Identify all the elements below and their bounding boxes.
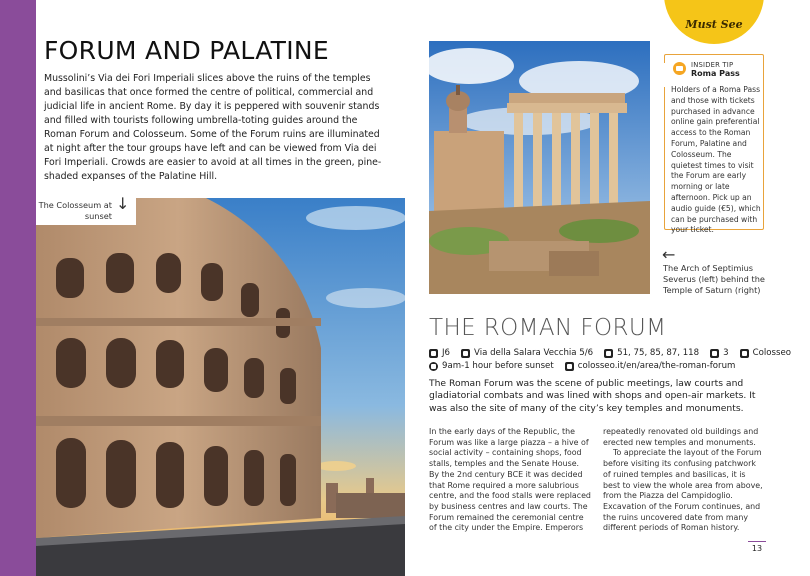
web-icon: [565, 362, 574, 371]
map-pin-icon: [429, 349, 438, 358]
bus-icon: [604, 349, 613, 358]
tip-body: Holders of a Roma Pass and those with tickets purchased in advance online gain preferential access to the Roman Forum, Palatine and Colosseum. The quietest times to visit the Forum are early morning or late afternoon. Pick up an audio guide (€5), which can be purchased with your ticket.: [671, 85, 761, 235]
address-icon: [461, 349, 470, 358]
page-number: 13: [748, 541, 766, 553]
address: Via della Salara Vecchia 5/6: [474, 348, 594, 358]
page-title: FORUM AND PALATINE: [44, 36, 330, 65]
forum-caption: The Arch of Septimius Severus (left) behind the Temple of Saturn (right): [663, 263, 765, 295]
intro-paragraph: Mussolini’s Via dei Fori Imperiali slices above the ruins of the temples and basilicas that once formed the centre of political, commercial and judicial life in ancient Rome. By day it is peppered with souvenir stands and filled with tourists following umbrella-toting guides around the Roman Forum and Colosseum. Some of the Forum ruins are illuminated at night after the tour groups have left and can be viewed from Via dei Fori Imperiali. Crowds are easier to avoid at all times in the green, pine-shaded expanses of the Palatine Hill.: [44, 73, 382, 182]
body-column-2: [603, 427, 765, 534]
arrow-down-icon: ↓: [116, 194, 130, 213]
clock-icon: [429, 362, 438, 371]
bus-routes: 51, 75, 85, 87, 118: [617, 348, 700, 358]
tram-routes: 3: [723, 348, 729, 358]
arrow-left-icon: ←: [662, 245, 676, 264]
info-line-hours: [429, 361, 735, 371]
body-column-1: [429, 427, 591, 534]
chapter-color-bar: [0, 0, 36, 576]
website[interactable]: colosseo.it/en/area/the-roman-forum: [577, 361, 736, 371]
section-lead: The Roman Forum was the scene of public meetings, law courts and gladiatorial combats and was lined with shops and open-air markets. It was also the site of many of the city’s key temples and monuments.: [429, 378, 756, 414]
colosseum-caption: The Colosseum at sunset: [36, 198, 136, 225]
metro-station: Colosseo: [752, 348, 791, 358]
section-title: THE ROMAN FORUM: [429, 315, 667, 341]
metro-icon: [740, 349, 749, 358]
roman-forum-photo: [429, 41, 650, 294]
body-paragraph: repeatedly renovated old buildings and erected new temples and monuments.: [603, 427, 759, 447]
info-line-transport: [429, 348, 791, 358]
must-see-label: Must See: [685, 18, 743, 31]
tip-title: Roma Pass: [691, 69, 740, 78]
map-reference: J6: [442, 348, 451, 358]
colosseum-photo: [36, 194, 405, 576]
ticket-icon: [673, 62, 686, 75]
opening-hours: 9am-1 hour before sunset: [442, 361, 554, 371]
tram-icon: [710, 349, 719, 358]
body-paragraph: In the early days of the Republic, the Forum was like a large piazza – a hive of social activity – containing shops, food stalls, temples and the Senate House. By the 2nd century BCE it was decided that Rome required a more salubrious centre, and the food stalls were replaced by business centres and law courts. The Forum remained the ceremonial centre of the city under the Empire. Emperors: [429, 427, 591, 533]
body-paragraph: To appreciate the layout of the Forum before visiting its confusing patchwork of ruined temples and basilicas, it is best to view the whole area from above, from the Piazza del Campidoglio. Excavation of the Forum continues, and the ruins uncovered date from many different periods of Roman history.: [603, 448, 763, 533]
tip-label: INSIDER TIP: [691, 61, 734, 69]
